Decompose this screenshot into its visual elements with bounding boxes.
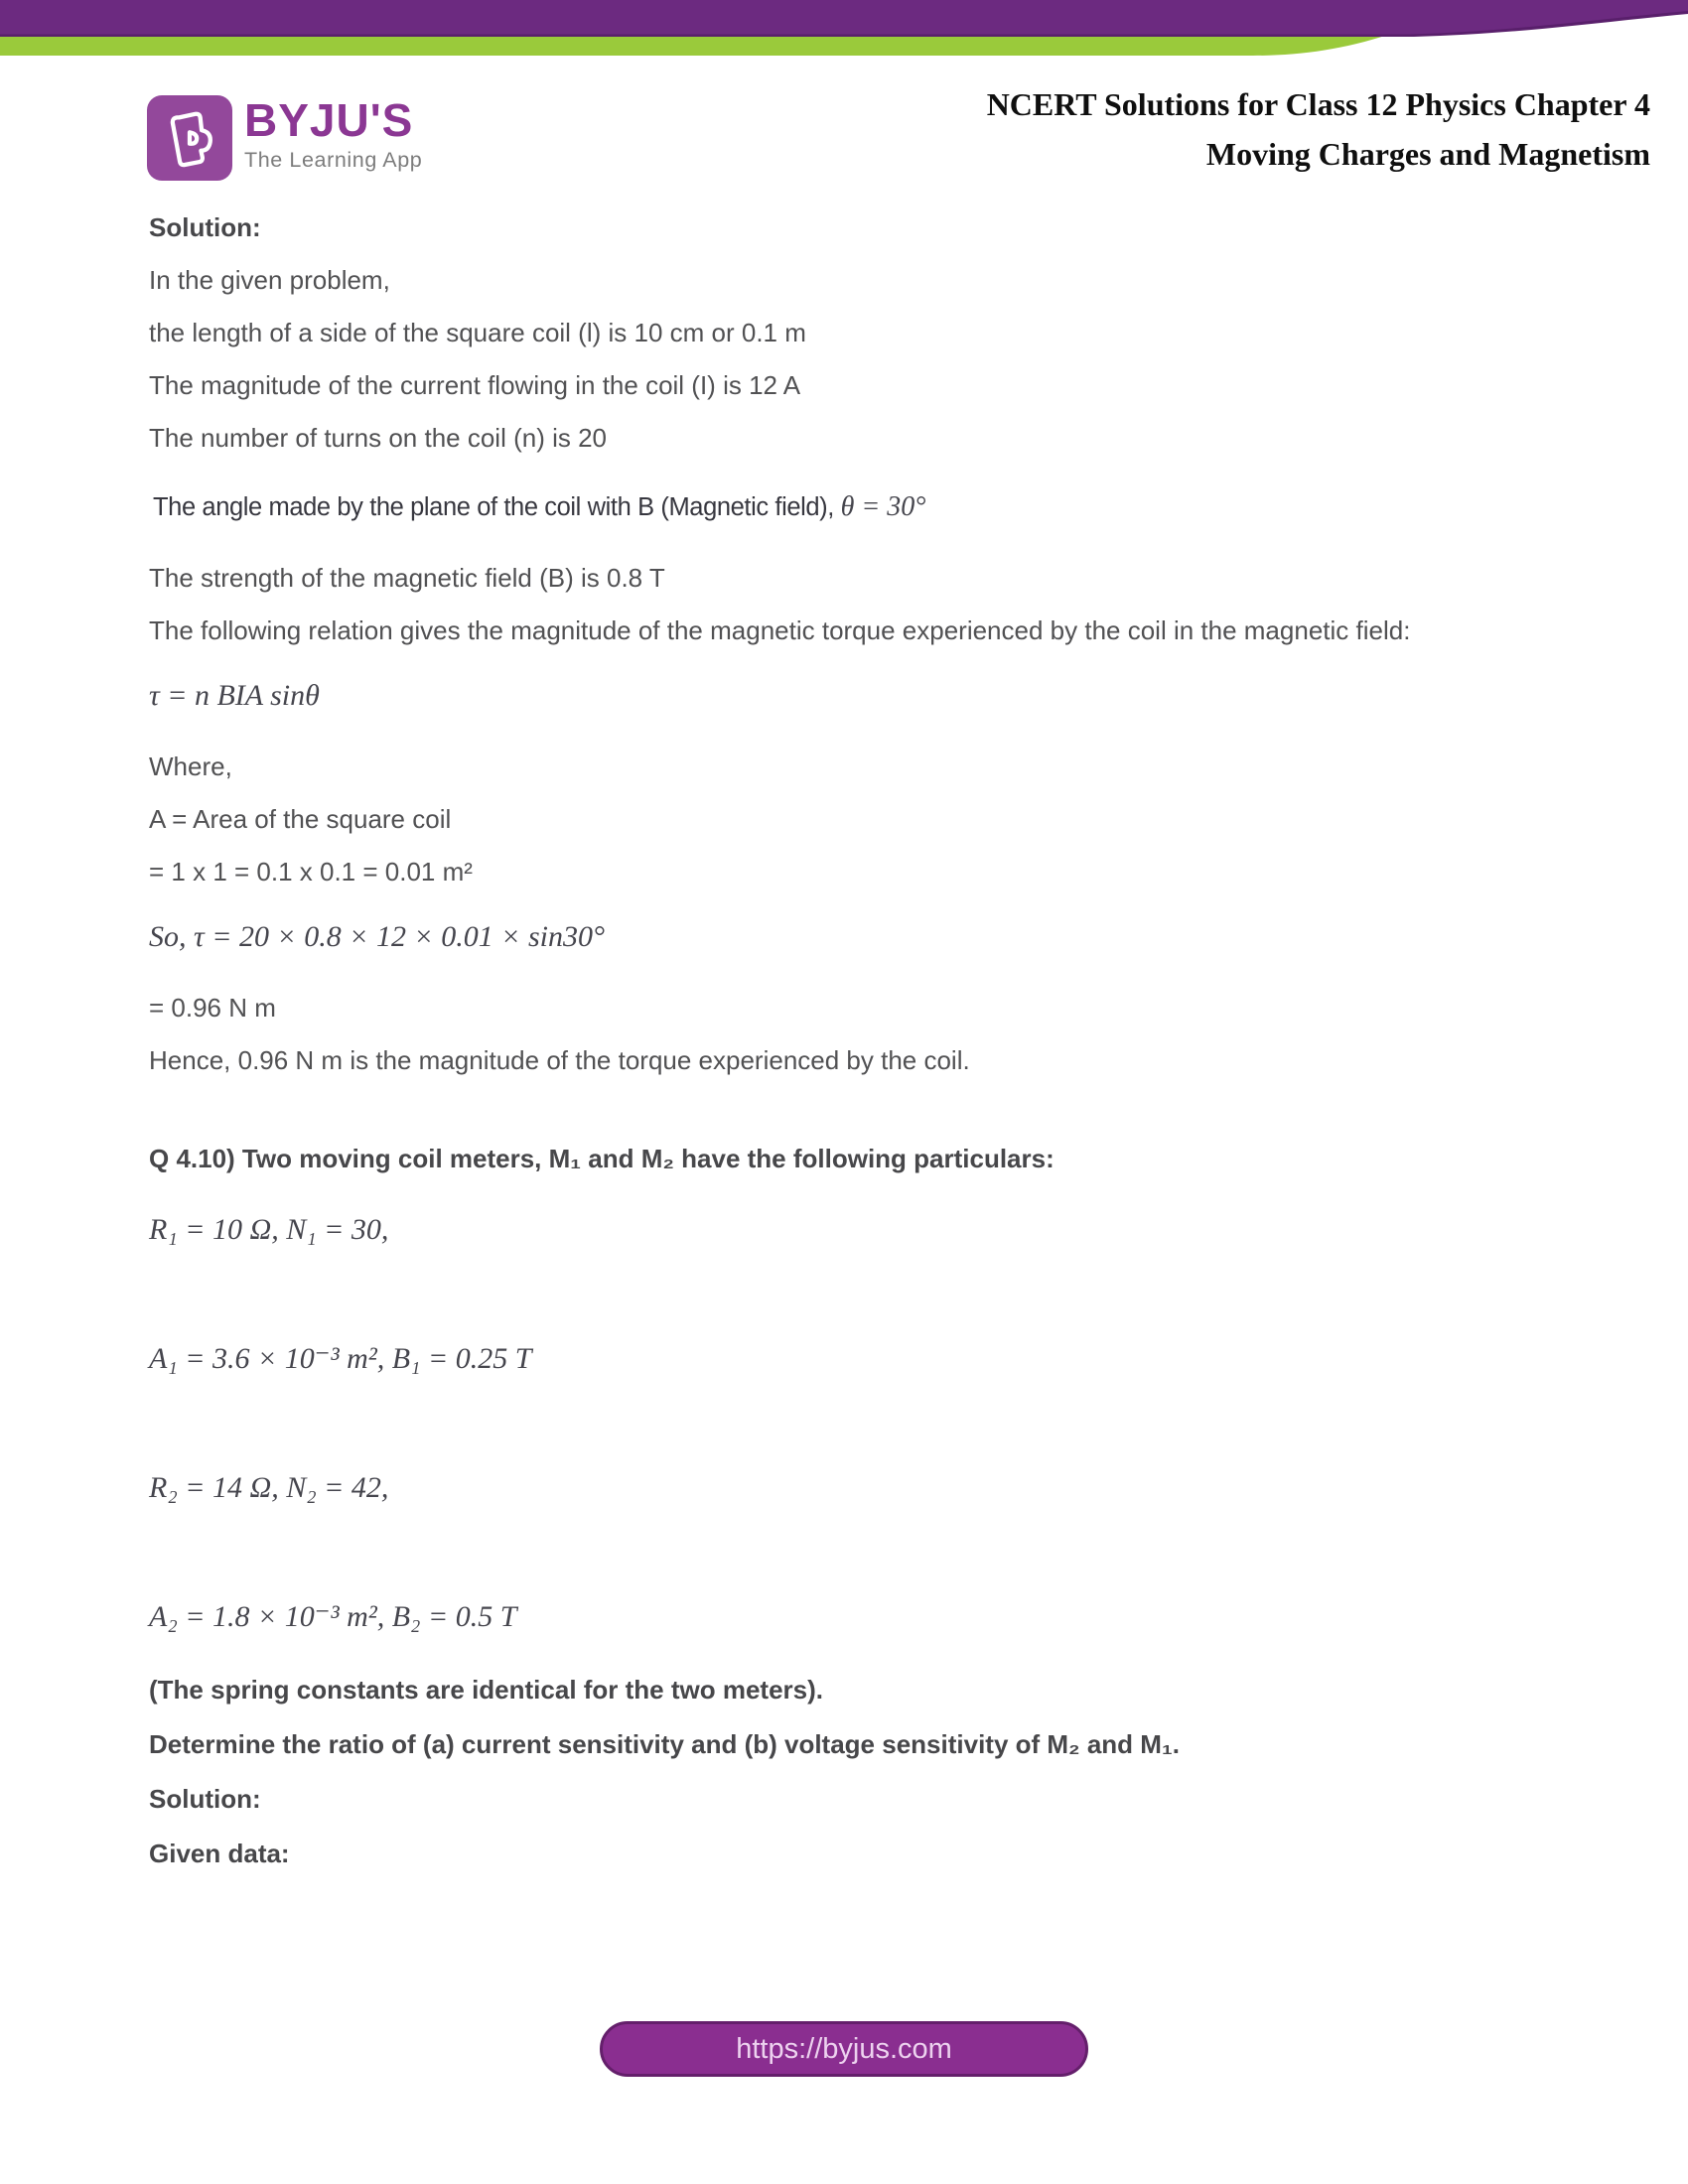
doc-line-body xyxy=(149,421,1450,456)
brand-tagline: The Learning App xyxy=(244,148,423,172)
doc-line-eq xyxy=(149,1468,1450,1508)
text-segment: = 0.96 N m xyxy=(149,993,276,1023)
text-segment: The number of turns on the coil (n) is 20 xyxy=(149,423,608,453)
text-segment: Q 4.10) Two moving coil meters, M₁ and M₂ have the following particulars: xyxy=(149,1144,1055,1173)
text-segment: Determine the ratio of (a) current sensitivity and (b) voltage sensitivity of M₂ and M₁. xyxy=(149,1729,1180,1759)
math-segment: So, τ = 20 × 0.8 × 12 × 0.01 × sin30° xyxy=(149,920,605,953)
doc-line-body xyxy=(149,561,1450,596)
doc-line-body xyxy=(149,802,1450,837)
doc-line-angle xyxy=(149,489,1450,525)
byjus-url-button[interactable]: https://byjus.com xyxy=(600,2021,1088,2077)
page-title-line1: NCERT Solutions for Class 12 Physics Chapter 4 xyxy=(986,86,1650,122)
doc-line-bold xyxy=(149,210,1450,245)
math-segment: A₂ = 1.8 × 10⁻³ m², B₂ = 0.5 T xyxy=(149,1600,517,1633)
doc-line-qbold xyxy=(149,1142,1450,1176)
doc-line-tail xyxy=(149,1782,1450,1817)
header-swoosh xyxy=(0,0,1688,58)
green-band xyxy=(0,35,1388,56)
text-segment: The strength of the magnetic field (B) is 0.8 T xyxy=(149,563,665,593)
text-segment: Solution: xyxy=(149,1784,261,1814)
text-segment: The angle made by the plane of the coil with B (Magnetic field), xyxy=(153,493,841,521)
text-segment: Hence, 0.96 N m is the magnitude of the torque experienced by the coil. xyxy=(149,1045,970,1075)
doc-line-math xyxy=(149,676,1450,716)
footer xyxy=(0,2021,1688,2077)
doc-line-body xyxy=(149,368,1450,403)
doc-line-math xyxy=(149,917,1450,957)
logo-text xyxy=(244,95,422,173)
doc-line-eqlast xyxy=(149,1597,1450,1637)
doc-line-tail xyxy=(149,1727,1450,1762)
text-segment: The magnitude of the current flowing in the coil (I) is 12 A xyxy=(149,370,801,400)
math-segment: R₁ = 10 Ω, N₁ = 30, xyxy=(149,1213,389,1246)
text-segment: Where, xyxy=(149,751,232,781)
doc-line-body xyxy=(149,614,1450,648)
text-segment: Given data: xyxy=(149,1839,290,1868)
text-segment: Solution: xyxy=(149,212,261,242)
text-segment: A = Area of the square coil xyxy=(149,804,452,834)
math-segment: A₁ = 3.6 × 10⁻³ m², B₁ = 0.25 T xyxy=(149,1342,532,1375)
doc-line-eq xyxy=(149,1339,1450,1379)
doc-line-eq xyxy=(149,1210,1450,1250)
doc-line-tail xyxy=(149,1673,1450,1707)
doc-line-body xyxy=(149,750,1450,784)
math-segment: θ = 30° xyxy=(840,491,926,522)
math-segment: R₂ = 14 Ω, N₂ = 42, xyxy=(149,1471,389,1504)
text-segment: = 1 x 1 = 0.1 x 0.1 = 0.01 m² xyxy=(149,857,473,887)
doc-line-body xyxy=(149,1043,1450,1078)
doc-line-body xyxy=(149,263,1450,298)
doc-line-body xyxy=(149,316,1450,350)
page-title-line2: Moving Charges and Magnetism xyxy=(1205,136,1650,172)
byjus-logo xyxy=(147,95,422,181)
text-segment: the length of a side of the square coil (l) is 10 cm or 0.1 m xyxy=(149,318,806,347)
doc-line-body xyxy=(149,991,1450,1025)
doc-line-body xyxy=(149,855,1450,889)
purple-band xyxy=(0,0,1688,35)
doc-line-tail xyxy=(149,1837,1450,1871)
byjus-b-icon xyxy=(147,95,232,181)
byjus-b-glyph xyxy=(158,104,221,172)
math-segment: τ = n BIA sinθ xyxy=(149,679,320,712)
text-segment: The following relation gives the magnitude of the magnetic torque experienced by the coil in the magnetic field: xyxy=(149,615,1411,645)
text-segment: In the given problem, xyxy=(149,265,390,295)
brand-name: BYJU'S xyxy=(244,94,414,146)
page-title xyxy=(987,79,1650,179)
text-segment: (The spring constants are identical for the two meters). xyxy=(149,1675,824,1705)
